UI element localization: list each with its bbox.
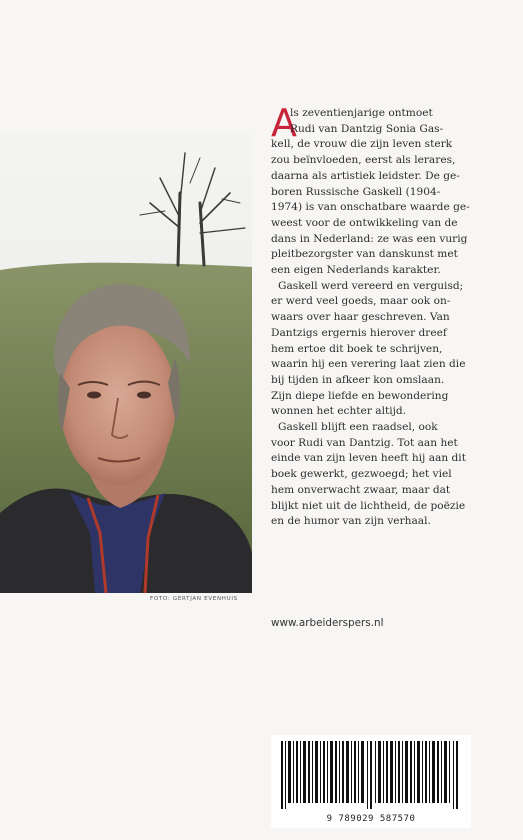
blurb-line: er werd veel goeds, maar ook on- [271, 295, 451, 308]
blurb-line: hem onverwacht zwaar, maar dat [271, 483, 451, 496]
blurb-line: 1974) is van onschatbare waarde ge- [271, 201, 470, 214]
blurb-line: een eigen Nederlands karakter. [271, 264, 441, 277]
blurb-line: Gaskell werd vereerd en verguisd; [278, 279, 464, 292]
isbn-number: 9 789029 587570 [326, 814, 416, 824]
blurb-line: daarna als artistiek leidster. De ge- [271, 169, 460, 182]
blurb-line: kell, de vrouw die zijn leven sterk [271, 138, 453, 151]
blurb-line: dans in Nederland: ze was een vurig [271, 232, 468, 245]
blurb-line: einde van zijn leven heeft hij aan dit [271, 452, 466, 465]
blurb-line: Dantzigs ergernis hierover dreef [271, 326, 447, 339]
blurb-line: blijkt niet uit de lichtheid, de poëzie [271, 499, 466, 512]
blurb-line: pleitbezorgster van danskunst met [271, 248, 458, 261]
barcode-bars [281, 741, 461, 809]
blurb-line: ls zeventienjarige ontmoet [290, 107, 433, 119]
blurb-line: boek gewerkt, gezwoegd; het viel [271, 468, 452, 481]
author-photo-image [0, 133, 252, 593]
blurb-line: Zijn diepe liefde en bewondering [271, 389, 449, 402]
blurb-line: voor Rudi van Dantzig. Tot aan het [271, 436, 458, 449]
author-photo [0, 133, 252, 593]
blurb-line: boren Russische Gaskell (1904- [271, 185, 441, 198]
blurb-line: waarin hij een verering laat zien die [271, 358, 466, 371]
blurb-line: weest voor de ontwikkeling van de [271, 216, 458, 229]
blurb-line: Rudi van Dantzig Sonia Gas- [290, 122, 444, 135]
publisher-url[interactable]: www.arbeiderspers.nl [271, 617, 384, 629]
blurb-line: waars over haar geschreven. Van [271, 311, 450, 324]
blurb-line: hem ertoe dit boek te schrijven, [271, 342, 443, 355]
drop-cap: A [271, 101, 297, 145]
blurb-line: Gaskell blijft een raadsel, ook [278, 421, 438, 434]
blurb-line: bij tijden in afkeer kon omslaan. [271, 373, 445, 386]
blurb-line: en de humor van zijn verhaal. [271, 515, 431, 528]
blurb-text [271, 101, 503, 530]
photo-credit: FOTO: GERTJAN EVENHUIS [150, 596, 238, 602]
barcode [271, 735, 471, 828]
blurb-line: zou beïnvloeden, eerst als lerares, [271, 154, 456, 167]
blurb-line: wonnen het echter altijd. [271, 405, 407, 418]
